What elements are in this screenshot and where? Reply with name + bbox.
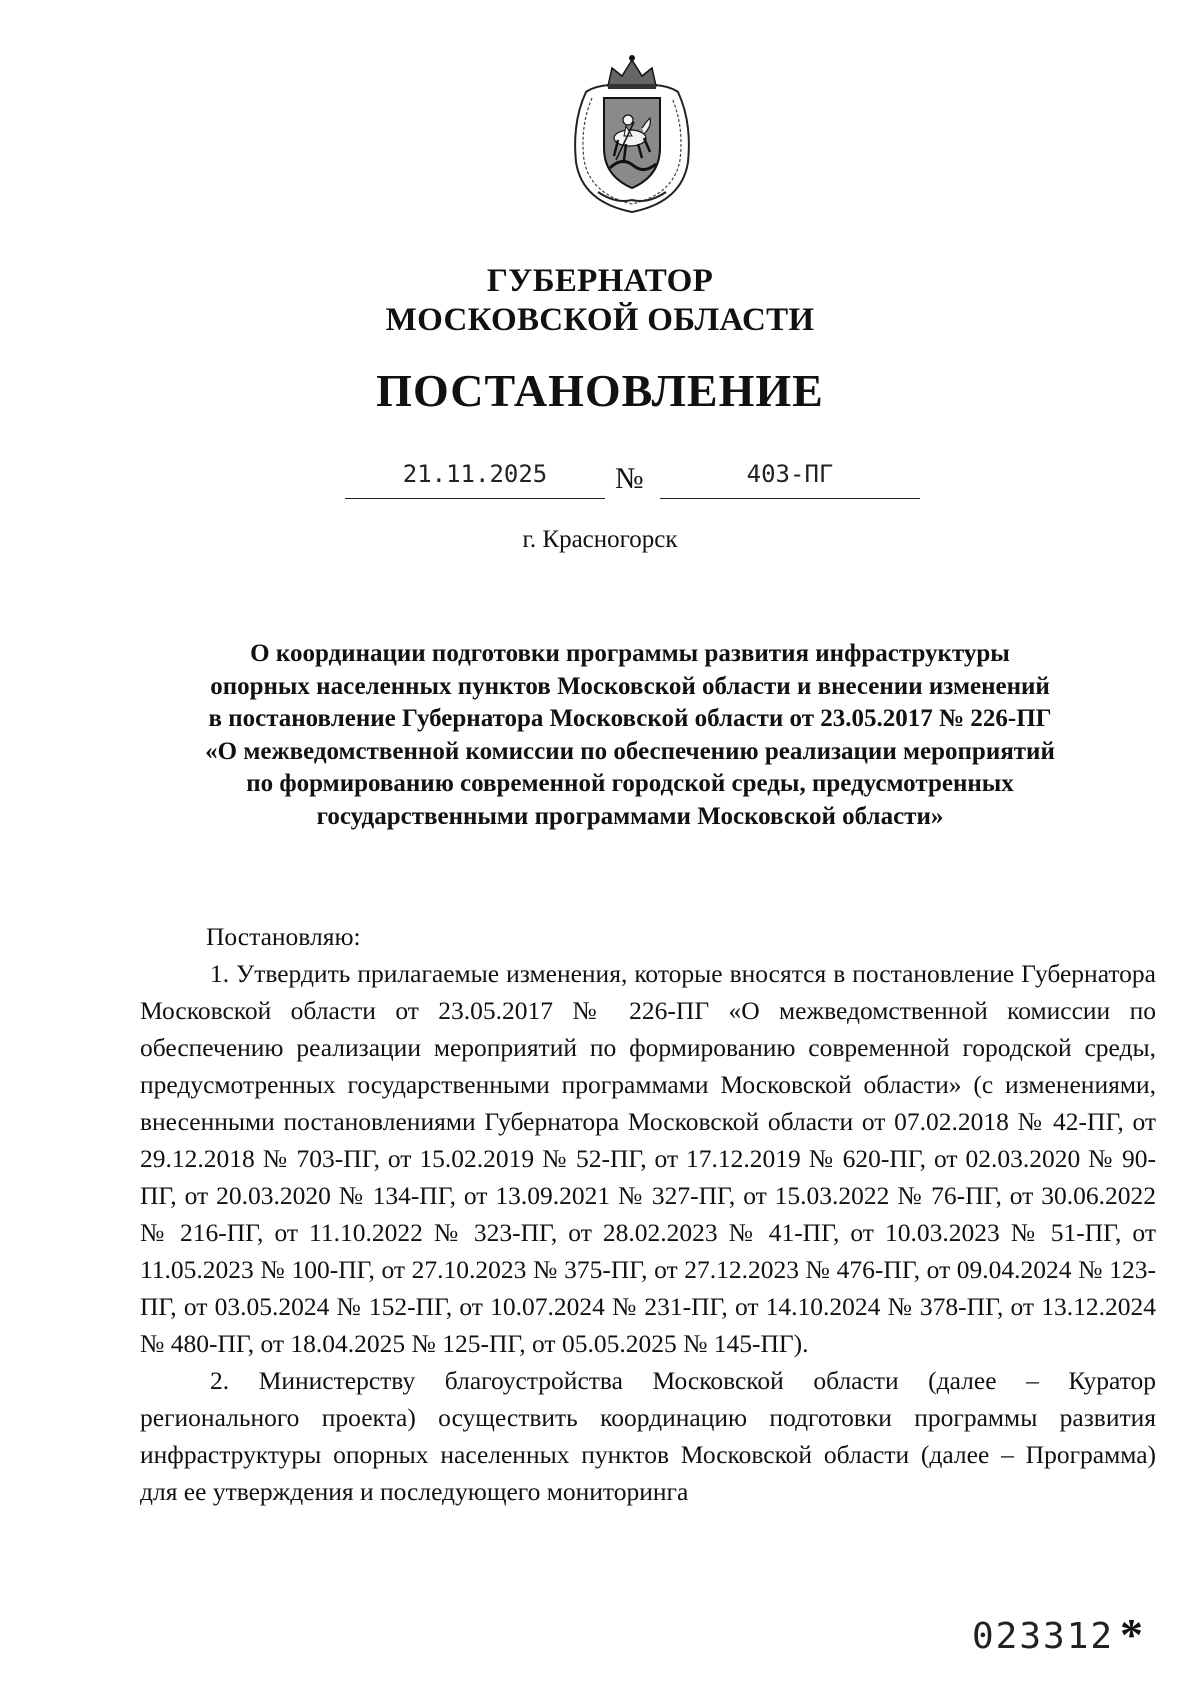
document-type: ПОСТАНОВЛЕНИЕ bbox=[376, 365, 824, 416]
decree-body bbox=[140, 918, 1156, 1510]
coat-of-arms-emblem bbox=[568, 52, 696, 214]
authority-line-2: МОСКОВСКОЙ ОБЛАСТИ bbox=[385, 302, 815, 338]
subject-line: по формированию современной городской среды, предусмотренных bbox=[246, 770, 1014, 797]
number-sign: № bbox=[615, 462, 644, 495]
date-number-row bbox=[0, 456, 1200, 506]
clause-1: 1. Утвердить прилагаемые изменения, которые вносятся в постановление Губернатора Московской области от 23.05.2017 № 226-ПГ «О межведомственной комиссии по обеспечению реализации мероприятий по формированию современной городской среды, предусмотренных государственными программами Московской области» (с изменениями, внесенными постановлениями Губернатора Московской области от 07.02.2018 № 42-ПГ, от 29.12.2018 № 703-ПГ, от 15.02.2019 № 52-ПГ, от 17.12.2019 № 620-ПГ, от 02.03.2020 № 90-ПГ, от 20.03.2020 № 134-ПГ, от 13.09.2021 № 327-ПГ, от 15.03.2022 № 76-ПГ, от 30.06.2022 № 216-ПГ, от 11.10.2022 № 323-ПГ, от 28.02.2023 № 41-ПГ, от 10.03.2023 № 51-ПГ, от 11.05.2023 № 100-ПГ, от 27.10.2023 № 375-ПГ, от 27.12.2023 № 476-ПГ, от 09.04.2024 № 123-ПГ, от 03.05.2024 № 152-ПГ, от 10.07.2024 № 231-ПГ, от 14.10.2024 № 378-ПГ, от 13.12.2024 № 480-ПГ, от 18.04.2025 № 125-ПГ, от 05.05.2025 № 145-ПГ). bbox=[140, 959, 1156, 1358]
document-date: 21.11.2025 bbox=[402, 460, 548, 488]
subject-line: в постановление Губернатора Московской области от 23.05.2017 № 226-ПГ bbox=[208, 705, 1052, 732]
preamble: Постановляю: bbox=[206, 922, 361, 951]
clause-2: 2. Министерству благоустройства Московской области (далее – Куратор регионального проекта) осуществить координацию подготовки программы развития инфраструктуры опорных населенных пунктов Московской области (далее – Программа) для ее утверждения и последующего мониторинга bbox=[140, 1366, 1156, 1506]
subject-line: О координации подготовки программы развития инфраструктуры bbox=[250, 640, 1010, 667]
city-of-issue: г. Красногорск bbox=[522, 526, 678, 553]
subject-line: государственными программами Московской области» bbox=[316, 802, 944, 830]
document-number: 403-ПГ bbox=[746, 460, 834, 488]
issuing-authority bbox=[0, 262, 1200, 340]
subject-line: опорных населенных пунктов Московской области и внесении изменений bbox=[210, 672, 1050, 700]
serial-mark: * bbox=[1120, 1609, 1143, 1660]
authority-line-1: ГУБЕРНАТОР bbox=[486, 263, 714, 299]
serial-number: 023312 bbox=[972, 1616, 1115, 1657]
number-underline bbox=[660, 498, 920, 499]
subject-line: «О межведомственной комиссии по обеспечению реализации мероприятий bbox=[205, 737, 1055, 765]
decree-subject bbox=[140, 638, 1120, 833]
date-underline bbox=[345, 498, 605, 499]
